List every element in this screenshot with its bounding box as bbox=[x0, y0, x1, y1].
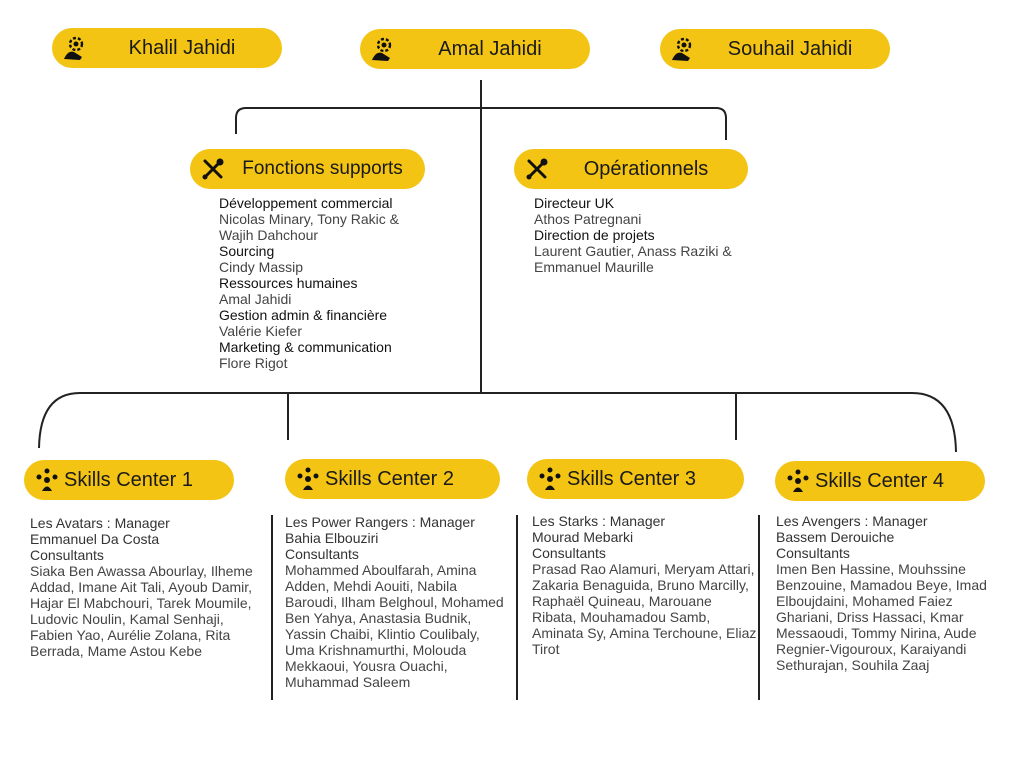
skills-center-pill-1 bbox=[24, 460, 234, 500]
consultants-list: Mohammed Aboulfarah, Amina Adden, Mehdi Aouiti, Nabila Baroudi, Ilham Belghoul, Mohamed Ben Yahya, Anastasia Budnik, Yassin Chaibi, Klintio Coulibaly, Uma Krishnamurthi, Molouda Mekkaoui, Yousra Ouachi, Muhammad Saleem bbox=[285, 562, 504, 690]
branch-label: Fonctions supports bbox=[242, 158, 403, 179]
consultants-list: Siaka Ben Awassa Abourlay, Ilheme Addad, Imane Ait Tali, Ayoub Damir, Hajar El Mabchouri, Tarek Moumile, Ludovic Noulin, Kamal Senhaji, Fabien Yao, Aurélie Zolana, Rita Berrada, Mame Astou Kebe bbox=[30, 563, 253, 659]
function-names: Athos Patregnani bbox=[534, 211, 642, 227]
team-name: Les Avatars bbox=[30, 515, 103, 531]
role-label: : Manager bbox=[102, 515, 170, 531]
function-title: Développement commercial bbox=[219, 195, 393, 211]
leader-name: Souhail Jahidi bbox=[727, 37, 853, 60]
wrench-screwdriver-icon bbox=[200, 156, 226, 182]
team-stars-icon bbox=[537, 466, 563, 492]
manager-name: Mourad Mebarki bbox=[532, 529, 634, 545]
function-names: Laurent Gautier, Anass Raziki & bbox=[534, 243, 732, 259]
function-title: Sourcing bbox=[219, 243, 275, 259]
consultants-label: Consultants bbox=[532, 545, 606, 561]
operationnels-list bbox=[534, 195, 732, 275]
person-gear-icon bbox=[370, 36, 396, 62]
function-title: Direction de projets bbox=[534, 227, 655, 243]
skills-center-4-details bbox=[776, 513, 1008, 673]
person-gear-icon bbox=[62, 35, 88, 61]
team-name: Les Starks bbox=[532, 513, 599, 529]
wrench-screwdriver-icon bbox=[524, 156, 550, 182]
consultants-label: Consultants bbox=[776, 545, 850, 561]
function-title: Marketing & communication bbox=[219, 339, 392, 355]
manager-name: Emmanuel Da Costa bbox=[30, 531, 160, 547]
branch-label: Opérationnels bbox=[583, 157, 709, 180]
skills-center-pill-3 bbox=[527, 459, 744, 499]
function-names: Cindy Massip bbox=[219, 259, 304, 275]
consultants-label: Consultants bbox=[285, 546, 359, 562]
team-stars-icon bbox=[34, 467, 60, 493]
branch-pill-operationnels bbox=[514, 149, 748, 189]
function-names: Valérie Kiefer bbox=[219, 323, 303, 339]
consultants-list: Imen Ben Hassine, Mouhssine Benzouine, Mamadou Beye, Imad Elboujdaini, Mohamed Faiez Ghariani, Driss Hassaci, Kmar Messaoudi, Tommy Nirina, Aude Regnier-Vigouroux, Karaiyandi Sethurajan, Souhila Zaaj bbox=[776, 561, 987, 673]
skills-right-curve bbox=[912, 393, 956, 452]
leader-name: Khalil Jahidi bbox=[128, 36, 236, 59]
branch-pill-supports bbox=[190, 149, 425, 189]
leader-pill-souhail bbox=[660, 29, 890, 69]
function-title: Ressources humaines bbox=[219, 275, 358, 291]
team-stars-icon bbox=[295, 466, 321, 492]
function-names: Flore Rigot bbox=[219, 355, 288, 371]
function-title: Gestion admin & financière bbox=[219, 307, 388, 323]
supports-list bbox=[219, 195, 399, 371]
role-label: : Manager bbox=[860, 513, 928, 529]
leader-pill-khalil bbox=[52, 28, 282, 68]
leader-pill-amal bbox=[360, 29, 590, 69]
skills-center-3-details bbox=[532, 513, 758, 657]
function-names: Nicolas Minary, Tony Rakic & bbox=[219, 211, 399, 227]
skills-center-label: Skills Center 3 bbox=[567, 467, 696, 490]
function-names: Wajih Dahchour bbox=[219, 227, 319, 243]
skills-center-2-details bbox=[285, 514, 511, 690]
team-stars-icon bbox=[785, 468, 811, 494]
function-names: Emmanuel Maurille bbox=[534, 259, 654, 275]
skills-center-1-details bbox=[30, 515, 268, 659]
function-names: Amal Jahidi bbox=[219, 291, 292, 307]
skills-center-label: Skills Center 2 bbox=[325, 467, 454, 490]
leader-name: Amal Jahidi bbox=[438, 37, 542, 60]
skills-center-label: Skills Center 4 bbox=[815, 469, 944, 492]
team-name: Les Avengers bbox=[776, 513, 861, 529]
manager-name: Bassem Derouiche bbox=[776, 529, 895, 545]
skills-center-pill-4 bbox=[775, 461, 985, 501]
team-name: Les Power Rangers bbox=[285, 514, 408, 530]
skills-center-label: Skills Center 1 bbox=[64, 468, 193, 491]
consultants-label: Consultants bbox=[30, 547, 104, 563]
person-gear-icon bbox=[670, 36, 696, 62]
role-label: : Manager bbox=[407, 514, 475, 530]
skills-center-pill-2 bbox=[285, 459, 500, 499]
role-label: : Manager bbox=[598, 513, 666, 529]
function-title: Directeur UK bbox=[534, 195, 615, 211]
manager-name: Bahia Elbouziri bbox=[285, 530, 379, 546]
consultants-list: Prasad Rao Alamuri, Meryam Attari, Zakaria Benaguida, Bruno Marcilly, Raphaël Quineau, Marouane Ribata, Mouhamadou Samb, Aminata Sy, Amina Terchoune, Eliaz Tirot bbox=[532, 561, 757, 657]
skills-left-curve bbox=[39, 393, 80, 448]
